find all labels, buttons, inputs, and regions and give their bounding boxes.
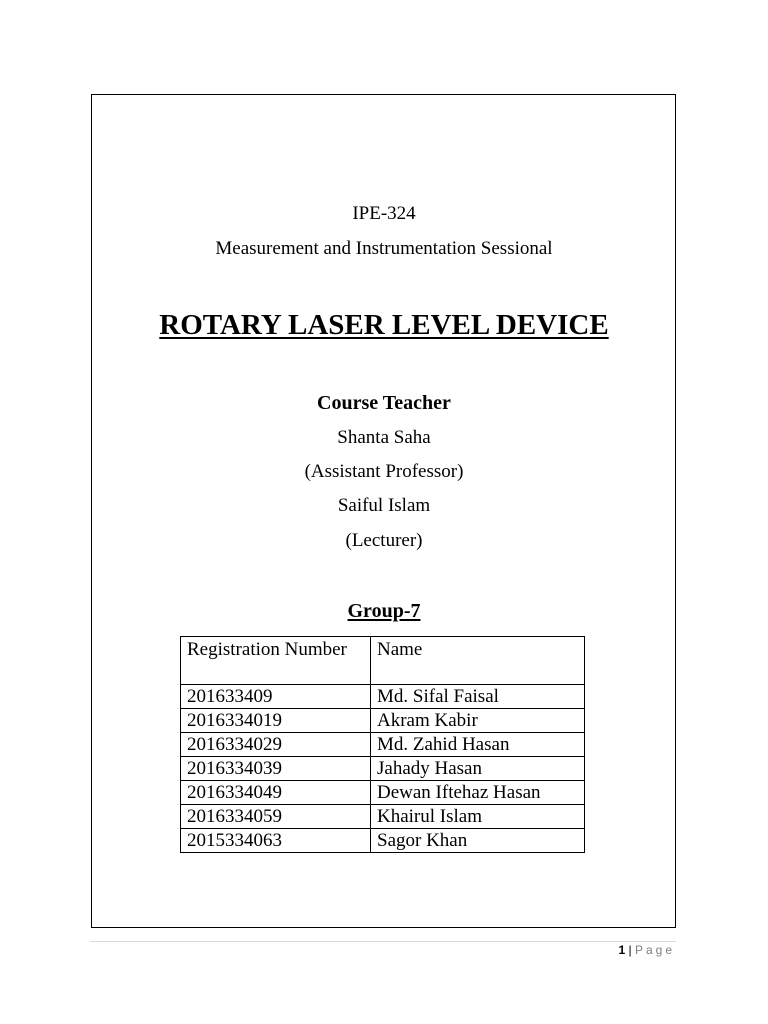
name-cell: Md. Sifal Faisal (371, 685, 585, 709)
table-row (181, 781, 585, 805)
course-code: IPE-324 (352, 203, 416, 224)
footer-divider (90, 941, 676, 942)
table-row (181, 757, 585, 781)
table-row (181, 685, 585, 709)
course-name: Measurement and Instrumentation Sessional (215, 238, 553, 259)
document-title: ROTARY LASER LEVEL DEVICE (159, 309, 609, 341)
name-cell: Jahady Hasan (371, 757, 585, 781)
registration-cell: 2016334029 (181, 733, 371, 757)
registration-cell: 2016334059 (181, 805, 371, 829)
column-header-registration: Registration Number (181, 637, 371, 685)
registration-cell: 2016334039 (181, 757, 371, 781)
teacher-name: Saiful Islam (337, 495, 431, 516)
table-header-row (181, 637, 585, 685)
column-header-name: Name (371, 637, 585, 685)
group-title: Group-7 (347, 600, 421, 622)
name-cell: Khairul Islam (371, 805, 585, 829)
name-cell: Dewan Iftehaz Hasan (371, 781, 585, 805)
table-row (181, 805, 585, 829)
teacher-designation: (Lecturer) (345, 530, 423, 551)
page-number: 1 (618, 943, 626, 957)
table-row (181, 709, 585, 733)
course-teacher-heading: Course Teacher (317, 392, 451, 414)
table-row (181, 829, 585, 853)
table-row (181, 733, 585, 757)
registration-cell: 2016334049 (181, 781, 371, 805)
registration-cell: 2015334063 (181, 829, 371, 853)
page-separator: | (625, 943, 635, 957)
teacher-designation: (Assistant Professor) (304, 461, 464, 482)
registration-cell: 201633409 (181, 685, 371, 709)
teacher-name: Shanta Saha (337, 427, 431, 448)
name-cell: Md. Zahid Hasan (371, 733, 585, 757)
name-cell: Sagor Khan (371, 829, 585, 853)
registration-cell: 2016334019 (181, 709, 371, 733)
page-word: Page (634, 943, 675, 957)
page-footer (618, 943, 675, 957)
name-cell: Akram Kabir (371, 709, 585, 733)
members-table (180, 636, 585, 853)
